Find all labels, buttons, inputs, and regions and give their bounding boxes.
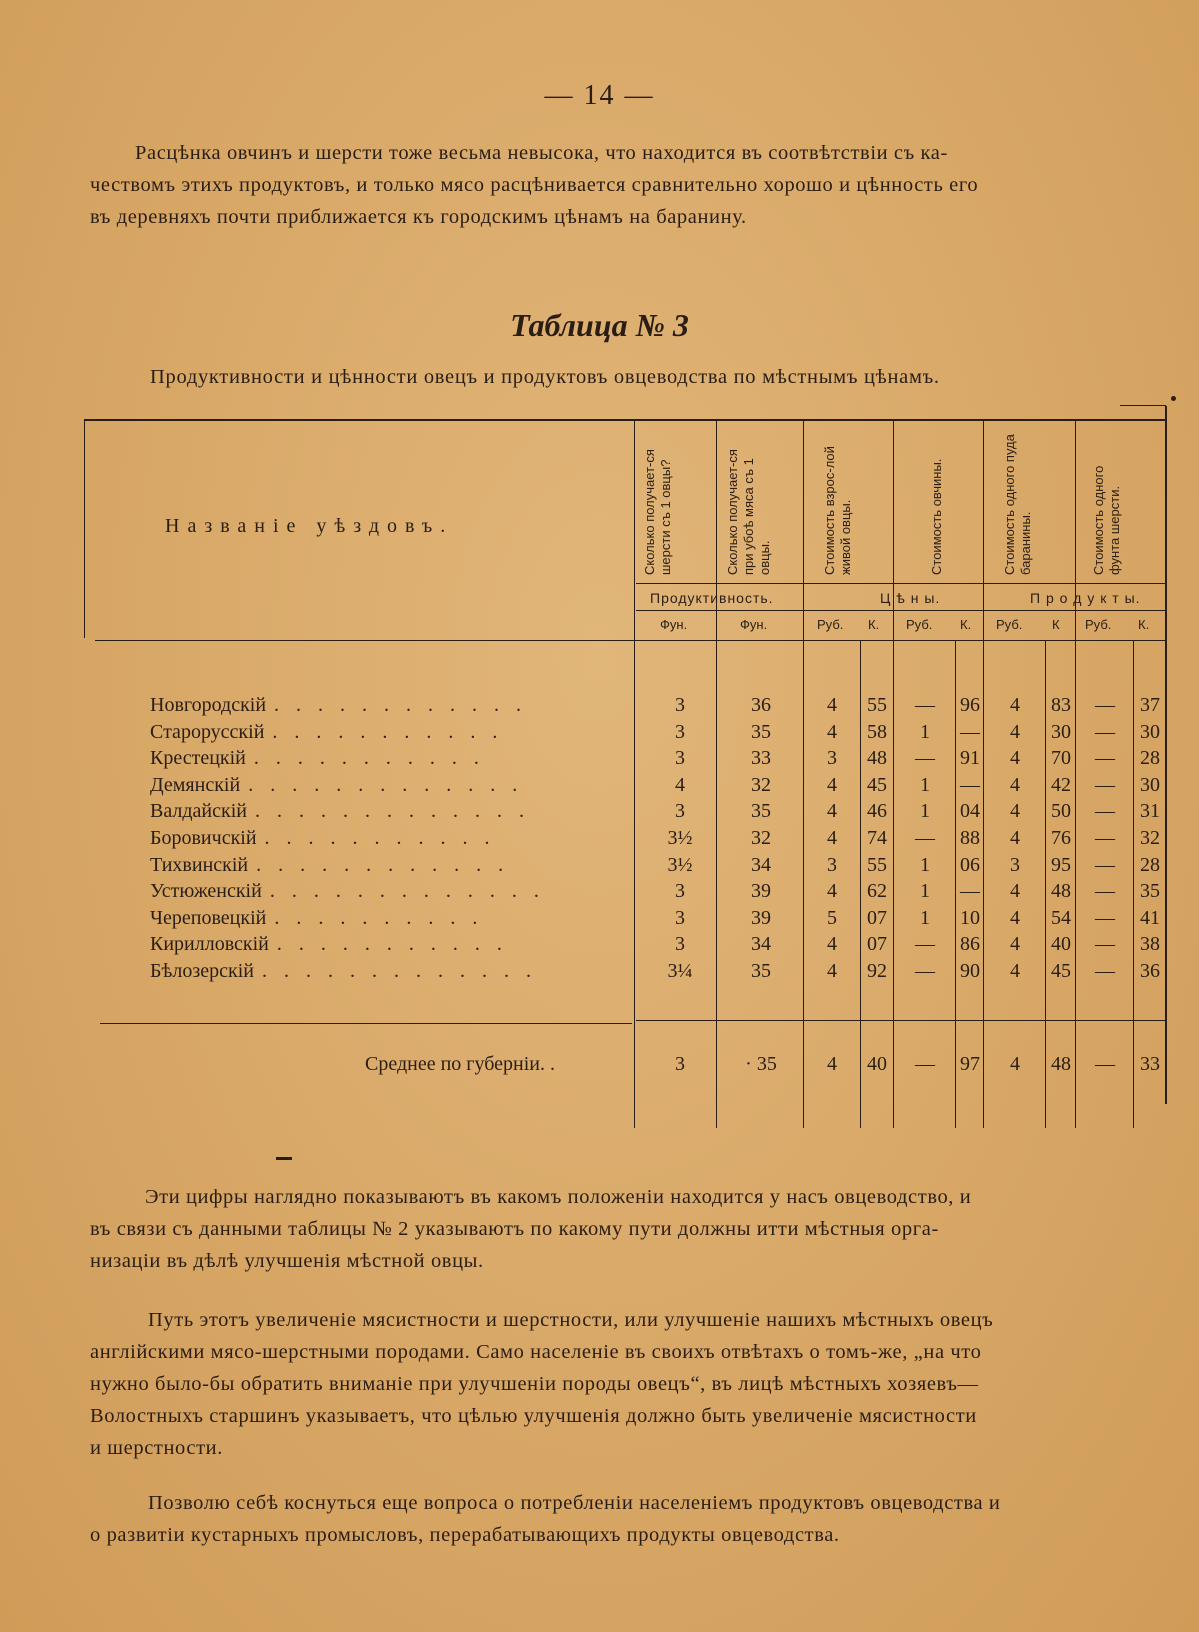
district-name xyxy=(150,694,620,717)
unit-header: К xyxy=(1052,617,1060,632)
avg-cell-meat: · 35 xyxy=(745,1053,777,1075)
cell-skin-k: — xyxy=(960,773,980,796)
cell-mut-r: 4 xyxy=(1010,827,1020,849)
unit-header: К. xyxy=(1138,617,1150,632)
cell-meat: 39 xyxy=(751,880,771,903)
header-bottom-rule xyxy=(95,640,1165,641)
leader-dots: . . . . . . . . . . . . xyxy=(274,694,528,716)
cell-sheep-k: 48 xyxy=(867,747,887,770)
cell-woolp-r: — xyxy=(1095,906,1115,929)
cell-skin-r: 1 xyxy=(920,906,930,929)
cell-wool: 3¼ xyxy=(667,960,693,982)
cell-woolp-k: 31 xyxy=(1140,800,1160,823)
cell-wool: 3½ xyxy=(667,853,693,876)
table-caption: Продуктивности и цѣнности овецъ и продуктовъ овцеводства по мѣстнымъ цѣнамъ. xyxy=(150,366,940,388)
cell-meat: 35 xyxy=(751,800,771,823)
margin-dash xyxy=(276,1157,292,1160)
avg-cell-skin-k: 97 xyxy=(960,1053,980,1075)
group-header-products: П р о д у к т ы. xyxy=(1030,590,1141,606)
avg-cell-woolp-r: — xyxy=(1095,1053,1115,1075)
average-values xyxy=(0,1053,1199,1080)
cell-woolp-k: 37 xyxy=(1140,694,1160,716)
district-name xyxy=(150,721,620,744)
cell-meat: 34 xyxy=(751,853,771,876)
cell-sheep-k: 46 xyxy=(867,800,887,823)
cell-wool: 4 xyxy=(675,773,685,796)
mutton-price-header: Стоимость одного пуда баранины. xyxy=(1002,434,1033,575)
avg-cell-sheep-k: 40 xyxy=(867,1053,887,1075)
sheep-price-header: Стоимость взрос-лой живой овцы. xyxy=(822,446,853,575)
cell-skin-k: — xyxy=(960,880,980,903)
paragraph-line: и шерстности. xyxy=(90,1437,223,1459)
avg-cell-skin-r: — xyxy=(915,1053,935,1075)
cell-skin-r: 1 xyxy=(920,880,930,903)
cell-skin-k: 86 xyxy=(960,933,980,956)
cell-mut-r: 4 xyxy=(1010,933,1020,956)
cell-mut-k: 30 xyxy=(1051,720,1071,743)
cell-mut-k: 42 xyxy=(1051,773,1071,796)
paragraph-line: о развитіи кустарныхъ промысловъ, перерабатывающихъ продукты овцеводства. xyxy=(90,1524,840,1546)
leader-dots: . . . . . . . . . . . xyxy=(264,827,496,849)
group-header-productivity: Продуктивность. xyxy=(650,590,774,606)
cell-woolp-k: 28 xyxy=(1140,853,1160,876)
cell-skin-k: 10 xyxy=(960,906,980,929)
average-label: Среднее по губерніи. . xyxy=(365,1053,555,1075)
cell-meat: 39 xyxy=(751,906,771,929)
avg-cell-woolp-k: 33 xyxy=(1140,1053,1160,1075)
sheepskin-price-header: Стоимость овчины. xyxy=(929,458,944,575)
cell-mut-k: 45 xyxy=(1051,960,1071,982)
cell-mut-r: 4 xyxy=(1010,880,1020,903)
paragraph-line: нужно было-бы обратить вниманіе при улучшеніи породы овецъ“, въ лицѣ мѣстныхъ хозяевъ— xyxy=(90,1373,979,1395)
paragraph-line: Волостныхъ старшинъ указываетъ, что цѣлью улучшенія должно быть увеличеніе мясистности xyxy=(90,1405,977,1427)
cell-sheep-k: 62 xyxy=(867,880,887,903)
table-top-rule xyxy=(84,419,1166,421)
cell-sheep-k: 55 xyxy=(867,694,887,716)
cell-meat: 34 xyxy=(751,933,771,956)
cell-meat: 36 xyxy=(751,694,771,716)
cell-woolp-k: 38 xyxy=(1140,933,1160,956)
cell-skin-k: 88 xyxy=(960,827,980,849)
margin-dot xyxy=(1171,396,1176,401)
meat-yield-header: Сколько получает-ся при убоѣ мяса съ 1 овцы. xyxy=(725,449,772,575)
district-name-text: Тихвинскій xyxy=(150,853,249,876)
avg-cell-mut-k: 48 xyxy=(1051,1053,1071,1075)
cell-mut-k: 48 xyxy=(1051,880,1071,903)
cell-skin-k: 06 xyxy=(960,853,980,876)
cell-wool: 3 xyxy=(675,880,685,903)
cell-mut-r: 3 xyxy=(1010,853,1020,876)
table-title: Таблица № 3 xyxy=(510,307,689,343)
district-name xyxy=(150,800,620,823)
avg-cell-sheep-r: 4 xyxy=(827,1053,837,1075)
cell-woolp-k: 30 xyxy=(1140,720,1160,743)
cell-mut-r: 4 xyxy=(1010,773,1020,796)
table-row xyxy=(0,854,1199,881)
wool-price-header: Стоимость одного фунта шерсти. xyxy=(1091,465,1122,575)
intro-line: въ деревняхъ почти приближается къ городскимъ цѣнамъ на баранину. xyxy=(90,206,747,228)
paragraph-line: англійскими мясо-шерстными породами. Само населеніе въ своихъ отвѣтахъ о томъ-же, „на что xyxy=(90,1341,982,1363)
cell-woolp-r: — xyxy=(1095,747,1115,770)
paragraph-line: Эти цифры наглядно показываютъ въ какомъ положеніи находится у насъ овцеводство, и xyxy=(145,1186,972,1208)
cell-woolp-k: 41 xyxy=(1140,906,1160,929)
cell-woolp-r: — xyxy=(1095,720,1115,743)
cell-mut-k: 76 xyxy=(1051,827,1071,849)
cell-mut-r: 4 xyxy=(1010,800,1020,823)
cell-mut-r: 4 xyxy=(1010,694,1020,716)
cell-meat: 33 xyxy=(751,747,771,770)
unit-header: Фун. xyxy=(660,617,688,632)
table-row xyxy=(0,774,1199,801)
district-name-text: Кирилловскій xyxy=(150,933,269,956)
cell-sheep-r: 4 xyxy=(827,800,837,823)
cell-skin-r: — xyxy=(915,933,935,956)
cell-mut-k: 83 xyxy=(1051,694,1071,716)
cell-wool: 3½ xyxy=(667,827,693,849)
district-name xyxy=(150,907,620,930)
paragraph-line: Позволю себѣ коснуться еще вопроса о потребленіи населеніемъ продуктовъ овцеводства и xyxy=(148,1492,1001,1514)
cell-sheep-k: 58 xyxy=(867,720,887,743)
cell-skin-r: — xyxy=(915,694,935,716)
cell-skin-k: 96 xyxy=(960,694,980,716)
cell-sheep-r: 4 xyxy=(827,960,837,982)
cell-wool: 3 xyxy=(675,933,685,956)
cell-mut-k: 50 xyxy=(1051,800,1071,823)
cell-woolp-k: 30 xyxy=(1140,773,1160,796)
cell-woolp-r: — xyxy=(1095,773,1115,796)
cell-woolp-k: 28 xyxy=(1140,747,1160,770)
district-name xyxy=(150,827,620,850)
cell-skin-k: 91 xyxy=(960,747,980,770)
cell-mut-k: 54 xyxy=(1051,906,1071,929)
table-row xyxy=(0,694,1199,721)
cell-woolp-r: — xyxy=(1095,827,1115,849)
cell-skin-k: 90 xyxy=(960,960,980,982)
cell-woolp-r: — xyxy=(1095,694,1115,716)
table-row xyxy=(0,907,1199,934)
table-row xyxy=(0,800,1199,827)
district-name-text: Устюженскій xyxy=(150,880,262,903)
cell-sheep-k: 55 xyxy=(867,853,887,876)
cell-sheep-k: 92 xyxy=(867,960,887,982)
unit-header: Руб. xyxy=(817,617,844,632)
intro-line: Расцѣнка овчинъ и шерсти тоже весьма невысока, что находится въ соотвѣтствіи съ ка- xyxy=(135,142,948,164)
cell-sheep-k: 07 xyxy=(867,906,887,929)
cell-wool: 3 xyxy=(675,720,685,743)
cell-skin-k: — xyxy=(960,720,980,743)
cell-skin-k: 04 xyxy=(960,800,980,823)
district-name xyxy=(150,774,620,797)
leader-dots: . . . . . . . . . . . . . xyxy=(269,880,545,903)
page-number: — 14 — xyxy=(544,80,655,111)
unit-header: К. xyxy=(960,617,972,632)
cell-mut-k: 40 xyxy=(1051,933,1071,956)
table-row xyxy=(0,721,1199,748)
leader-dots: . . . . . . . . . . . xyxy=(253,747,485,770)
avg-cell-wool: 3 xyxy=(675,1053,685,1075)
paragraph-1 xyxy=(90,1181,1170,1277)
district-name xyxy=(150,854,620,877)
cell-meat: 35 xyxy=(751,960,771,982)
district-name-text: Бѣлозерскій xyxy=(150,960,254,982)
table-row xyxy=(0,827,1199,854)
cell-woolp-k: 36 xyxy=(1140,960,1160,982)
unit-header: К. xyxy=(868,617,880,632)
district-name-text: Череповецкій xyxy=(150,906,267,929)
cell-sheep-k: 74 xyxy=(867,827,887,849)
cell-sheep-r: 3 xyxy=(827,747,837,770)
leader-dots: . . . . . . . . . . . . xyxy=(256,853,510,876)
intro-line: чествомъ этихъ продуктовъ, и только мясо расцѣнивается сравнительно хорошо и цѣнность его xyxy=(90,174,979,196)
name-column-header: Названіе уѣздовъ. xyxy=(165,515,454,537)
cell-skin-r: 1 xyxy=(920,800,930,823)
cell-wool: 3 xyxy=(675,906,685,929)
cell-skin-r: — xyxy=(915,827,935,849)
intro-paragraph xyxy=(90,137,1170,233)
table-row xyxy=(0,747,1199,774)
group-header-prices: Ц ѣ н ы. xyxy=(880,590,941,606)
cell-woolp-r: — xyxy=(1095,960,1115,982)
table-row xyxy=(0,960,1199,987)
unit-header: Руб. xyxy=(996,617,1023,632)
cell-sheep-r: 4 xyxy=(827,933,837,956)
cell-mut-k: 95 xyxy=(1051,853,1071,876)
cell-skin-r: 1 xyxy=(920,720,930,743)
cell-woolp-k: 32 xyxy=(1140,827,1160,849)
leader-dots: . . . . . . . . . . . . . xyxy=(254,800,530,823)
paragraph-line: въ связи съ данными таблицы № 2 указываютъ по какому пути должны итти мѣстныя орга- xyxy=(90,1218,939,1240)
district-name-text: Валдайскій xyxy=(150,800,247,823)
paragraph-line: Путь этотъ увеличеніе мясистности и шерстности, или улучшеніе нашихъ мѣстныхъ овецъ xyxy=(148,1309,994,1331)
district-name xyxy=(150,960,620,983)
district-name xyxy=(150,880,620,903)
cell-skin-r: 1 xyxy=(920,773,930,796)
cell-sheep-r: 4 xyxy=(827,694,837,716)
leader-dots: . . . . . . . . . . . xyxy=(276,933,508,956)
leader-dots: . . . . . . . . . . . . . xyxy=(261,960,537,982)
cell-wool: 3 xyxy=(675,800,685,823)
leader-dots: . . . . . . . . . . . . . xyxy=(248,773,524,796)
paragraph-3 xyxy=(90,1487,1170,1551)
cell-woolp-k: 35 xyxy=(1140,880,1160,903)
unit-header: Руб. xyxy=(1085,617,1112,632)
cell-mut-r: 4 xyxy=(1010,720,1020,743)
cell-meat: 32 xyxy=(751,827,771,849)
paragraph-2 xyxy=(90,1304,1170,1464)
cell-skin-r: — xyxy=(915,747,935,770)
table-left-border xyxy=(84,420,85,638)
cell-wool: 3 xyxy=(675,694,685,716)
district-name-text: Новгородскій xyxy=(150,694,267,716)
cell-woolp-r: — xyxy=(1095,800,1115,823)
table-top-rule-right xyxy=(1120,405,1166,406)
cell-woolp-r: — xyxy=(1095,853,1115,876)
cell-sheep-r: 4 xyxy=(827,827,837,849)
district-name xyxy=(150,933,620,956)
cell-sheep-r: 5 xyxy=(827,906,837,929)
table-row xyxy=(0,933,1199,960)
district-name-text: Боровичскій xyxy=(150,827,257,849)
cell-sheep-r: 3 xyxy=(827,853,837,876)
cell-skin-r: — xyxy=(915,960,935,982)
cell-sheep-r: 4 xyxy=(827,773,837,796)
cell-sheep-r: 4 xyxy=(827,880,837,903)
district-name-text: Крестецкій xyxy=(150,747,246,770)
cell-meat: 32 xyxy=(751,773,771,796)
district-name-text: Демянскій xyxy=(150,773,241,796)
leader-dots: . . . . . . . . . . . xyxy=(272,720,504,743)
district-name xyxy=(150,747,620,770)
leader-dots: . . . . . . . . . . xyxy=(274,906,484,929)
cell-sheep-k: 45 xyxy=(867,773,887,796)
cell-mut-r: 4 xyxy=(1010,960,1020,982)
paragraph-line: низаціи въ дѣлѣ улучшенія мѣстной овцы. xyxy=(90,1250,484,1272)
district-name-text: Старорусскій xyxy=(150,720,265,743)
cell-meat: 35 xyxy=(751,720,771,743)
cell-wool: 3 xyxy=(675,747,685,770)
rows-bottom-rule-left xyxy=(100,1023,632,1024)
wool-yield-header: Сколько получает-ся шерсти съ 1 овцы? xyxy=(642,449,673,575)
cell-skin-r: 1 xyxy=(920,853,930,876)
cell-woolp-r: — xyxy=(1095,933,1115,956)
cell-sheep-k: 07 xyxy=(867,933,887,956)
avg-cell-mut-r: 4 xyxy=(1010,1053,1020,1075)
cell-woolp-r: — xyxy=(1095,880,1115,903)
cell-mut-r: 4 xyxy=(1010,747,1020,770)
unit-header: Фун. xyxy=(740,617,768,632)
cell-sheep-r: 4 xyxy=(827,720,837,743)
unit-header: Руб. xyxy=(906,617,933,632)
table-row xyxy=(0,880,1199,907)
cell-mut-r: 4 xyxy=(1010,906,1020,929)
cell-mut-k: 70 xyxy=(1051,747,1071,770)
